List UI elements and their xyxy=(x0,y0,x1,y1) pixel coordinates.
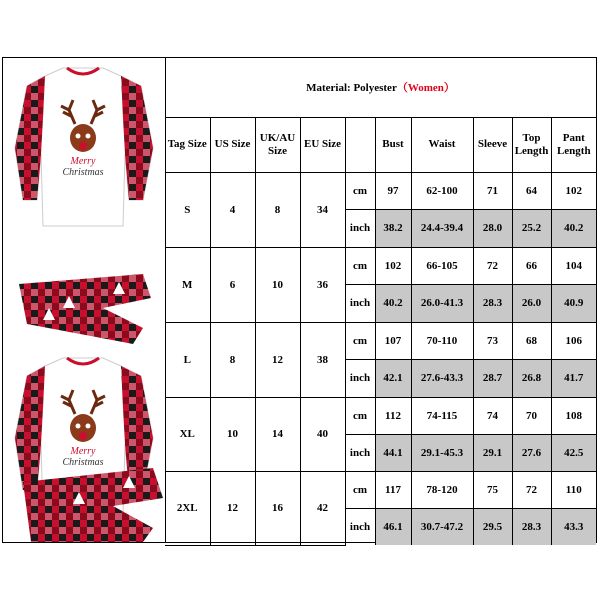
waist-cell: 30.7-47.2 xyxy=(411,508,473,545)
sleeve-cell: 74 xyxy=(473,397,512,434)
top-length-cell: 66 xyxy=(512,247,551,284)
pant-length-cell: 108 xyxy=(551,397,596,434)
unit-cell: cm xyxy=(345,397,375,434)
header-pant-length: Pant Length xyxy=(551,117,596,172)
tag-size-cell: S xyxy=(165,172,210,247)
pant-length-cell: 40.9 xyxy=(551,284,596,322)
uk-size-cell: 14 xyxy=(255,397,300,471)
shirt-merry-text: Merry xyxy=(70,446,96,457)
table-row xyxy=(165,322,596,359)
sleeve-cell: 28.0 xyxy=(473,209,512,247)
top-length-cell: 70 xyxy=(512,397,551,434)
waist-cell: 70-110 xyxy=(411,322,473,359)
us-size-cell: 6 xyxy=(210,247,255,322)
pant-length-cell: 42.5 xyxy=(551,434,596,471)
header-uk-au-size: UK/AU Size xyxy=(255,117,300,172)
sleeve-cell: 29.5 xyxy=(473,508,512,545)
tag-size-cell: M xyxy=(165,247,210,322)
top-length-cell: 68 xyxy=(512,322,551,359)
header-row xyxy=(165,117,596,172)
us-size-cell: 10 xyxy=(210,397,255,471)
unit-cell: inch xyxy=(345,359,375,397)
top-length-cell: 25.2 xyxy=(512,209,551,247)
sleeve-cell: 73 xyxy=(473,322,512,359)
product-image-column xyxy=(3,58,166,542)
bust-cell: 117 xyxy=(375,471,411,508)
unit-cell: cm xyxy=(345,247,375,284)
top-length-cell: 26.0 xyxy=(512,284,551,322)
pant-length-cell: 43.3 xyxy=(551,508,596,545)
pant-length-cell: 110 xyxy=(551,471,596,508)
unit-cell: inch xyxy=(345,508,375,545)
eu-size-cell: 38 xyxy=(300,322,345,397)
tag-size-cell: 2XL xyxy=(165,471,210,545)
table-title xyxy=(165,58,596,117)
header-us-size: US Size xyxy=(210,117,255,172)
shirt-merry-text: Merry xyxy=(70,156,96,167)
sleeve-cell: 75 xyxy=(473,471,512,508)
pant-length-cell: 104 xyxy=(551,247,596,284)
unit-cell: inch xyxy=(345,209,375,247)
sleeve-cell: 72 xyxy=(473,247,512,284)
waist-cell: 74-115 xyxy=(411,397,473,434)
tag-size-cell: L xyxy=(165,322,210,397)
sleeve-cell: 28.7 xyxy=(473,359,512,397)
unit-cell: cm xyxy=(345,471,375,508)
eu-size-cell: 42 xyxy=(300,471,345,545)
sleeve-cell: 71 xyxy=(473,172,512,209)
uk-size-cell: 8 xyxy=(255,172,300,247)
header-sleeve: Sleeve xyxy=(473,117,512,172)
waist-cell: 27.6-43.3 xyxy=(411,359,473,397)
sleeve-cell: 28.3 xyxy=(473,284,512,322)
pant-length-cell: 106 xyxy=(551,322,596,359)
waist-cell: 66-105 xyxy=(411,247,473,284)
table-row xyxy=(165,397,596,434)
waist-cell: 78-120 xyxy=(411,471,473,508)
header-top-length: Top Length xyxy=(512,117,551,172)
product-illustration xyxy=(3,58,165,542)
bust-cell: 107 xyxy=(375,322,411,359)
waist-cell: 29.1-45.3 xyxy=(411,434,473,471)
shirt-christmas-text: Christmas xyxy=(62,457,104,468)
pant-length-cell: 41.7 xyxy=(551,359,596,397)
top-length-cell: 26.8 xyxy=(512,359,551,397)
pant-length-cell: 102 xyxy=(551,172,596,209)
shirt-christmas-text: Christmas xyxy=(62,167,104,178)
bust-cell: 42.1 xyxy=(375,359,411,397)
pants-image-top xyxy=(19,274,151,344)
header-bust: Bust xyxy=(375,117,411,172)
unit-cell: cm xyxy=(345,322,375,359)
unit-cell: inch xyxy=(345,434,375,471)
bust-cell: 40.2 xyxy=(375,284,411,322)
size-chart-table xyxy=(165,58,596,546)
size-chart-frame xyxy=(2,57,597,543)
pant-length-cell: 40.2 xyxy=(551,209,596,247)
table-row xyxy=(165,471,596,508)
gender-label: （Women） xyxy=(396,82,455,95)
table-row xyxy=(165,247,596,284)
eu-size-cell: 34 xyxy=(300,172,345,247)
us-size-cell: 12 xyxy=(210,471,255,545)
eu-size-cell: 36 xyxy=(300,247,345,322)
uk-size-cell: 10 xyxy=(255,247,300,322)
top-length-cell: 27.6 xyxy=(512,434,551,471)
bust-cell: 112 xyxy=(375,397,411,434)
waist-cell: 62-100 xyxy=(411,172,473,209)
bust-cell: 102 xyxy=(375,247,411,284)
tag-size-cell: XL xyxy=(165,397,210,471)
material-label: Material: Polyester xyxy=(306,82,397,95)
us-size-cell: 4 xyxy=(210,172,255,247)
header-unit xyxy=(345,117,375,172)
sleeve-cell: 29.1 xyxy=(473,434,512,471)
unit-cell: cm xyxy=(345,172,375,209)
shirt-image-top xyxy=(15,68,153,226)
eu-size-cell: 40 xyxy=(300,397,345,471)
bust-cell: 46.1 xyxy=(375,508,411,545)
waist-cell: 24.4-39.4 xyxy=(411,209,473,247)
top-length-cell: 28.3 xyxy=(512,508,551,545)
uk-size-cell: 12 xyxy=(255,322,300,397)
unit-cell: inch xyxy=(345,284,375,322)
us-size-cell: 8 xyxy=(210,322,255,397)
bust-cell: 38.2 xyxy=(375,209,411,247)
header-waist: Waist xyxy=(411,117,473,172)
table-row xyxy=(165,172,596,209)
uk-size-cell: 16 xyxy=(255,471,300,545)
waist-cell: 26.0-41.3 xyxy=(411,284,473,322)
header-eu-size: EU Size xyxy=(300,117,345,172)
bust-cell: 97 xyxy=(375,172,411,209)
top-length-cell: 72 xyxy=(512,471,551,508)
top-length-cell: 64 xyxy=(512,172,551,209)
bust-cell: 44.1 xyxy=(375,434,411,471)
header-tag-size: Tag Size xyxy=(165,117,210,172)
